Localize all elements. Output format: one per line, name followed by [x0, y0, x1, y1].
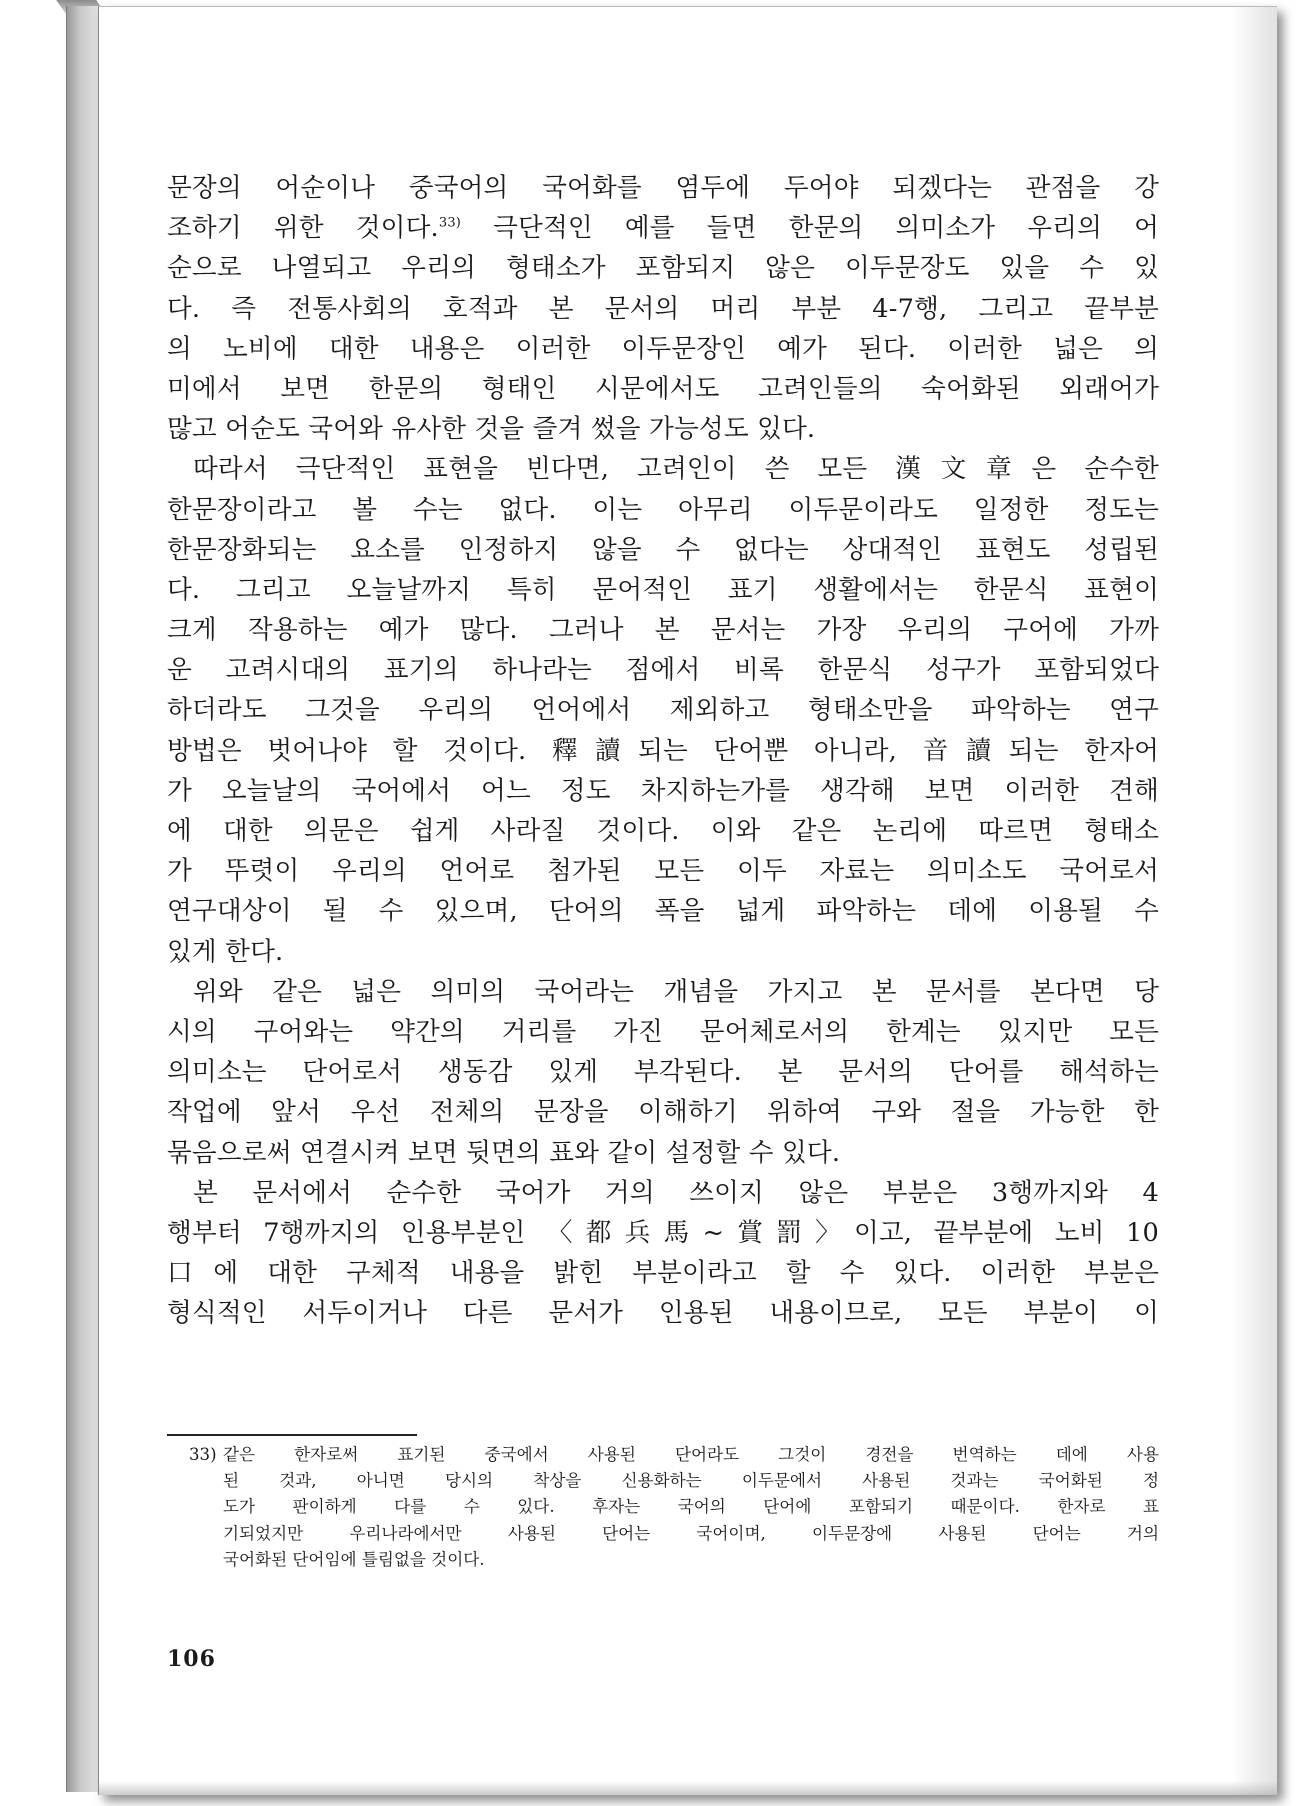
body-line: 운 고려시대의 표기의 하나라는 점에서 비록 한문식 성구가 포함되었다: [167, 655, 1159, 686]
footnote-text: 같은 한자로써 표기된 중국에서 사용된 단어라도 그것이 경전을 번역하는 데에 사용: [223, 1445, 1159, 1464]
footnote-number: 33): [189, 1445, 217, 1464]
body-line: 따라서 극단적인 표현을 빈다면, 고려인이 쓴 모든 漢文章은 순수한: [193, 454, 1159, 485]
footnote-line: [167, 1442, 1159, 1468]
footnote-line: 국어화된 단어임에 틀림없을 것이다.: [223, 1549, 485, 1569]
body-line: 순으로 나열되고 우리의 형태소가 포함되지 않은 이두문장도 있을 수 있: [167, 253, 1159, 284]
body-line: 다. 즉 전통사회의 호적과 본 문서의 머리 부분 4-7행, 그리고 끝부분: [167, 293, 1159, 324]
body-line: 한문장화되는 요소를 인정하지 않을 수 없다는 상대적인 표현도 성립된: [167, 534, 1159, 565]
body-line: 본 문서에서 순수한 국어가 거의 쓰이지 않은 부분은 3행까지와 4: [193, 1177, 1159, 1208]
footnote-line: 기되었지만 우리나라에서만 사용된 단어는 국어이며, 이두문장에 사용된 단어는 거의: [223, 1523, 1159, 1543]
body-line: 있게 한다.: [167, 936, 284, 967]
body-line: 하더라도 그것을 우리의 언어에서 제외하고 형태소만을 파악하는 연구: [167, 695, 1159, 726]
footnote: [167, 1442, 1159, 1573]
body-line: 에 대한 의문은 쉽게 사라질 것이다. 이와 같은 논리에 따르면 형태소: [167, 816, 1159, 846]
body-line: 口에 대한 구체적 내용을 밝힌 부분이라고 할 수 있다. 이러한 부분은: [167, 1258, 1159, 1289]
body-line: 형식적인 서두이거나 다른 문서가 인용된 내용이므로, 모든 부분이 이: [167, 1298, 1159, 1329]
book-edge: [66, 6, 101, 1792]
body-line: 많고 어순도 국어와 유사한 것을 즐겨 썼을 가능성도 있다.: [167, 414, 816, 445]
body-line: 문장의 어순이나 중국어의 국어화를 염두에 두어야 되겠다는 관점을 강: [167, 173, 1159, 203]
body-line: 의 노비에 대한 내용은 이러한 이두문장인 예가 된다. 이러한 넓은 의: [167, 333, 1159, 364]
body-line: 시의 구어와는 약간의 거리를 가진 문어체로서의 한계는 있지만 모든: [167, 1016, 1159, 1047]
body-line: 한문장이라고 볼 수는 없다. 이는 아무리 이두문이라도 일정한 정도는: [167, 494, 1159, 525]
page-number: 106: [167, 1646, 216, 1672]
body-line-part: 극단적인 예를 들면 한문의 의미소가 우리의 어: [461, 213, 1159, 244]
body-line: 연구대상이 될 수 있으며, 단어의 폭을 넓게 파악하는 데에 이용될 수: [167, 896, 1159, 927]
body-line: 방법은 벗어나야 할 것이다. 釋讀되는 단어뿐 아니라, 音讀되는 한자어: [167, 735, 1159, 766]
body-line: 가 오늘날의 국어에서 어느 정도 차지하는가를 생각해 보면 이러한 견해: [167, 775, 1159, 806]
footnote-line: 도가 판이하게 다를 수 있다. 후자는 국어의 단어에 포함되기 때문이다. 한자로 표: [223, 1497, 1159, 1517]
body-line: 다. 그리고 오늘날까지 특히 문어적인 표기 생활에서는 한문식 표현이: [167, 574, 1159, 605]
body-line: 가 뚜렷이 우리의 언어로 첨가된 모든 이두 자료는 의미소도 국어로서: [167, 856, 1159, 887]
footnote-line: 된 것과, 아니면 당시의 착상을 신용화하는 이두문에서 사용된 것과는 국어화된 정: [223, 1471, 1159, 1491]
page-shade-bottom: [99, 1781, 1277, 1795]
page-shade-right: [1231, 7, 1277, 1795]
footnote-reference[interactable]: 33): [438, 215, 462, 231]
body-line: 작업에 앞서 우선 전체의 문장을 이해하기 위하여 구와 절을 가능한 한: [167, 1097, 1159, 1128]
body-line: 의미소는 단어로서 생동감 있게 부각된다. 본 문서의 단어를 해석하는: [167, 1057, 1159, 1088]
body-line: 미에서 보면 한문의 형태인 시문에서도 고려인들의 숙어화된 외래어가: [167, 373, 1159, 404]
body-line: 행부터 7행까지의 인용부분인 〈都兵馬~賞罰〉이고, 끝부분에 노비 10: [167, 1217, 1159, 1248]
footnote-divider: [167, 1434, 417, 1436]
body-line: 위와 같은 넓은 의미의 국어라는 개념을 가지고 본 문서를 본다면 당: [193, 976, 1159, 1007]
body-text: [167, 168, 1159, 1333]
body-line: 묶음으로써 연결시켜 보면 뒷면의 표와 같이 설정할 수 있다.: [167, 1137, 841, 1168]
body-line: 크게 작용하는 예가 많다. 그러나 본 문서는 가장 우리의 구어에 가까: [167, 615, 1159, 646]
body-line-part: 조하기 위한 것이다.: [167, 213, 439, 244]
body-line: [167, 208, 1159, 248]
